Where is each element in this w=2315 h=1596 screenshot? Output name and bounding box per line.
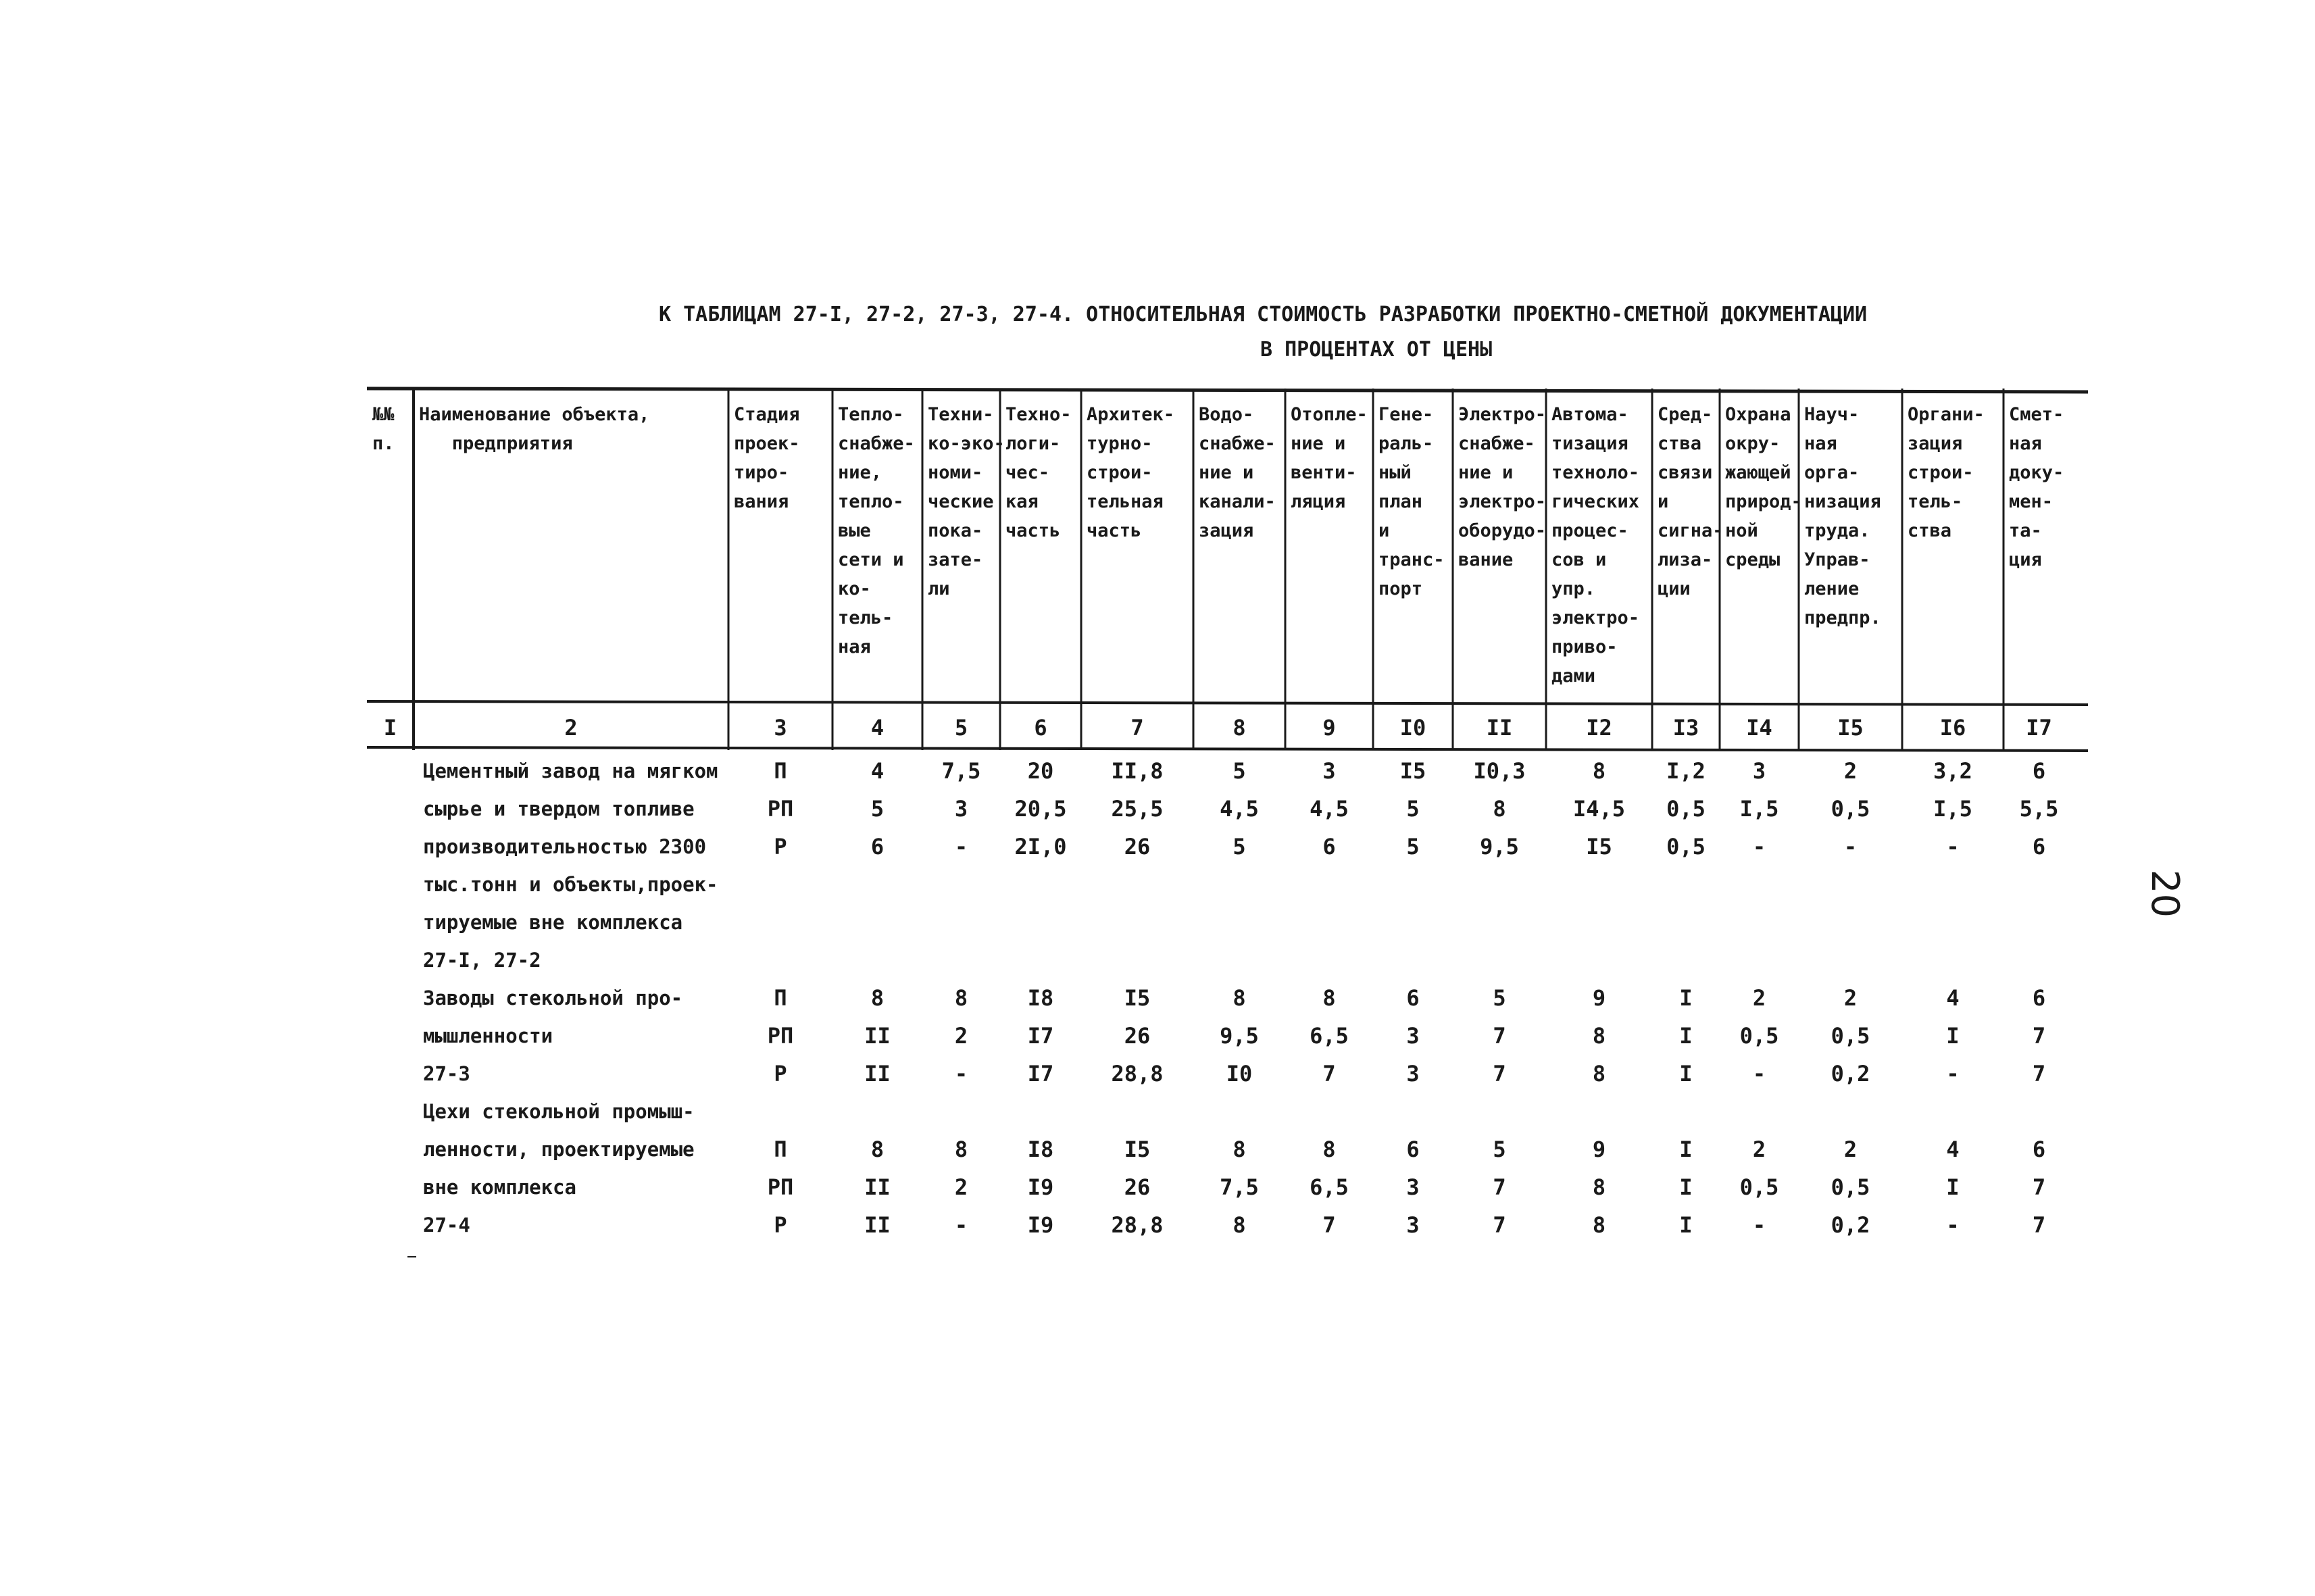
table-cell: - <box>1752 1212 1766 1238</box>
table-cell: I4,5 <box>1572 796 1626 822</box>
column-number: 2 <box>564 715 578 741</box>
table-cell: - <box>1946 1061 1960 1087</box>
table-cell: II <box>864 1023 891 1049</box>
table-cell: 3 <box>1406 1023 1420 1049</box>
table-cell: I8 <box>1027 985 1054 1011</box>
column-number: 4 <box>870 715 885 741</box>
table-cell: I5 <box>1399 758 1426 784</box>
table-cell: 0,5 <box>1831 1174 1870 1200</box>
table-cell: 0,2 <box>1831 1212 1870 1238</box>
table-cell: 5 <box>1406 834 1420 859</box>
table-cell: I9 <box>1027 1212 1054 1238</box>
table-cell: - <box>1946 1212 1960 1238</box>
object-name-line: Заводы стекольной про- <box>423 987 683 1009</box>
table-cell: 7 <box>2032 1174 2046 1200</box>
object-name-line: Цементный завод на мягком <box>423 759 718 782</box>
column-number: I6 <box>1939 715 1966 741</box>
table-title-line1: К ТАБЛИЦАМ 27-I, 27-2, 27-3, 27-4. ОТНОСИТЕЛЬНАЯ СТОИМОСТЬ РАЗРАБОТКИ ПРОЕКТНО-СМЕТНОЙ ДОКУМЕНТАЦИИ <box>659 303 1868 326</box>
table-cell: 25,5 <box>1111 796 1164 822</box>
table-cell: 0,5 <box>1666 796 1706 822</box>
table-cell: I9 <box>1027 1174 1054 1200</box>
column-number: I <box>383 715 397 741</box>
table-cell: II <box>864 1174 891 1200</box>
table-cell: РП <box>767 796 794 822</box>
table-cell: 26 <box>1124 1023 1151 1049</box>
table-cell: 0,5 <box>1666 834 1706 859</box>
column-header: Техно- логи- чес- кая часть <box>1005 404 1072 541</box>
table-cell: 28,8 <box>1111 1212 1164 1238</box>
table-cell: 0,5 <box>1739 1023 1779 1049</box>
table-cell: 0,2 <box>1831 1061 1870 1087</box>
column-header: Автома- тизация техноло- гических процес- сов и упр. электро- приво- дами <box>1551 404 1640 687</box>
table-cell: 7 <box>1493 1212 1506 1238</box>
column-header: Органи- зация строи- тель- ства <box>1908 404 1985 541</box>
table-cell: I <box>1946 1023 1960 1049</box>
table-cell: I <box>1679 1023 1693 1049</box>
column-header: Смет- ная доку- мен- та- ция <box>2009 404 2064 570</box>
table-cell: 20,5 <box>1014 796 1067 822</box>
object-name-line: тыс.тонн и объекты,проек- <box>423 873 718 896</box>
column-number: 6 <box>1034 715 1047 741</box>
object-name-line: мышленности <box>423 1024 553 1047</box>
table-cell: П <box>774 985 787 1011</box>
table-cell: 5,5 <box>2019 796 2059 822</box>
table-cell: РП <box>767 1174 794 1200</box>
table-cell: - <box>954 1212 968 1238</box>
table-cell: I <box>1679 1061 1693 1087</box>
table-cell: I <box>1946 1174 1960 1200</box>
table-cell: - <box>1752 1061 1766 1087</box>
table-cell: 5 <box>870 796 885 822</box>
page-number: 20 <box>2143 869 2187 918</box>
table-cell: 7 <box>1493 1174 1506 1200</box>
table-cell: 8 <box>1592 1174 1606 1200</box>
table-cell: - <box>1946 834 1960 859</box>
object-name-line: 27-4 <box>423 1214 470 1237</box>
table-cell: I5 <box>1124 1137 1151 1162</box>
table-cell: 3,2 <box>1933 758 1972 784</box>
table-cell: 9 <box>1592 985 1606 1011</box>
column-number: I2 <box>1586 715 1612 741</box>
table-cell: I <box>1679 1174 1693 1200</box>
table-cell: 8 <box>1592 1061 1606 1087</box>
table-cell: 3 <box>1752 758 1766 784</box>
column-header: Отопле- ние и венти- ляция <box>1291 404 1368 512</box>
table-cell: I7 <box>1027 1061 1054 1087</box>
column-number: I0 <box>1399 715 1426 741</box>
table-cell: 0,5 <box>1739 1174 1779 1200</box>
table-cell: 3 <box>1322 758 1336 784</box>
column-number: 3 <box>774 715 787 741</box>
table-cell: 8 <box>1233 985 1246 1011</box>
table-cell: 28,8 <box>1111 1061 1164 1087</box>
column-header: Стадия проек- тиро- вания <box>734 404 800 512</box>
table-cell: 8 <box>870 985 885 1011</box>
object-name-line: ленности, проектируемые <box>423 1138 695 1161</box>
column-number: I3 <box>1672 715 1699 741</box>
table-cell: II <box>864 1061 891 1087</box>
column-header: №№ п. <box>372 404 395 454</box>
table-cell: 6 <box>2032 1137 2046 1162</box>
table-cell: - <box>954 1061 968 1087</box>
column-number: 8 <box>1233 715 1246 741</box>
table-cell: 3 <box>954 796 968 822</box>
table-cell: 2 <box>954 1023 968 1049</box>
table-cell: 5 <box>1493 985 1506 1011</box>
table-cell: Р <box>774 1061 787 1087</box>
object-name-line: 27-I, 27-2 <box>423 949 541 972</box>
table-cell: 7 <box>2032 1061 2046 1087</box>
column-number: I7 <box>2026 715 2052 741</box>
column-header: Архитек- турно- строи- тельная часть <box>1087 404 1175 541</box>
table-cell: I <box>1679 985 1693 1011</box>
table-cell: 7 <box>1493 1023 1506 1049</box>
table-cell: 4,5 <box>1310 796 1349 822</box>
column-number: 7 <box>1130 715 1144 741</box>
table-cell: П <box>774 1137 787 1162</box>
table-cell: I,2 <box>1666 758 1706 784</box>
table-cell: 2 <box>1843 1137 1858 1162</box>
table-cell: РП <box>767 1023 794 1049</box>
table-cell: 5 <box>1233 758 1246 784</box>
table-cell: 2I,0 <box>1014 834 1067 859</box>
table-cell: 26 <box>1124 834 1151 859</box>
object-name-line: тируемые вне комплекса <box>423 911 683 934</box>
table-cell: 8 <box>1322 1137 1336 1162</box>
table-cell: - <box>954 834 968 859</box>
column-header: Тепло- снабже- ние, тепло- вые сети и ко- тель- ная <box>838 404 915 657</box>
table-cell: 9,5 <box>1480 834 1519 859</box>
table-cell: 7 <box>1493 1061 1506 1087</box>
column-header: Охрана окру- жающей природ- ной среды <box>1725 404 1802 570</box>
column-header: Сред- ства связи и сигна- лиза- ции <box>1658 404 1724 599</box>
table-cell: I,5 <box>1739 796 1779 822</box>
table-cell: Р <box>774 1212 787 1238</box>
table-cell: 7 <box>1322 1212 1336 1238</box>
table-cell: I0 <box>1226 1061 1253 1087</box>
object-name-line: вне комплекса <box>423 1176 576 1199</box>
column-header: Науч- ная орга- низация труда. Управ- ление предпр. <box>1804 404 1881 628</box>
table-cell: 6 <box>1406 1137 1420 1162</box>
table-cell: 6 <box>870 834 885 859</box>
table-cell: 3 <box>1406 1061 1420 1087</box>
table-cell: 2 <box>1843 758 1858 784</box>
table-cell: 20 <box>1027 758 1054 784</box>
table-cell: II,8 <box>1111 758 1164 784</box>
table-cell: 2 <box>1752 985 1766 1011</box>
table-cell: 8 <box>1322 985 1336 1011</box>
table-cell: 6 <box>1322 834 1336 859</box>
table-cell: I8 <box>1027 1137 1054 1162</box>
object-name-line: сырье и твердом топливе <box>423 797 695 820</box>
table-cell: I5 <box>1586 834 1612 859</box>
table-cell: 5 <box>1406 796 1420 822</box>
table-cell: 8 <box>954 985 968 1011</box>
table-cell: 2 <box>954 1174 968 1200</box>
table-cell: II <box>864 1212 891 1238</box>
table-cell: 5 <box>1493 1137 1506 1162</box>
table-cell: 7 <box>1322 1061 1336 1087</box>
object-name-line: производительностью 2300 <box>423 835 707 858</box>
table-cell: 6 <box>1406 985 1420 1011</box>
table-cell: - <box>1752 834 1766 859</box>
column-header: Водо- снабже- ние и канали- зация <box>1199 404 1276 541</box>
table-cell: 2 <box>1843 985 1858 1011</box>
table-cell: 3 <box>1406 1174 1420 1200</box>
table-cell: 9 <box>1592 1137 1606 1162</box>
table-cell: 6,5 <box>1310 1023 1349 1049</box>
table-cell: 7,5 <box>1220 1174 1259 1200</box>
table-cell: 3 <box>1406 1212 1420 1238</box>
table-cell: 6 <box>2032 985 2046 1011</box>
table-cell: I,5 <box>1933 796 1972 822</box>
column-header: Наименование объекта, предприятия <box>419 404 650 454</box>
table-cell: I <box>1679 1212 1693 1238</box>
table-cell: I0,3 <box>1473 758 1526 784</box>
table-cell: 4 <box>1946 985 1960 1011</box>
table-cell: 6,5 <box>1310 1174 1349 1200</box>
column-number: I5 <box>1837 715 1864 741</box>
table-cell: - <box>1843 834 1858 859</box>
column-header: Техни- ко-эко- номи- ческие пока- зате- ли <box>928 404 1005 599</box>
column-number: 9 <box>1322 715 1336 741</box>
table-cell: 5 <box>1233 834 1246 859</box>
table-cell: 8 <box>1592 758 1606 784</box>
table-cell: I <box>1679 1137 1693 1162</box>
table-cell: 8 <box>1233 1137 1246 1162</box>
table-cell: 7 <box>2032 1212 2046 1238</box>
table-cell: 8 <box>1233 1212 1246 1238</box>
table-cell: 0,5 <box>1831 796 1870 822</box>
table-cell: 7 <box>2032 1023 2046 1049</box>
table-cell: 4 <box>870 758 885 784</box>
table-cell: 6 <box>2032 758 2046 784</box>
table-cell: 8 <box>1592 1212 1606 1238</box>
table-cell: I7 <box>1027 1023 1054 1049</box>
table-cell: Р <box>774 834 787 859</box>
table-cell: 7,5 <box>941 758 981 784</box>
table-cell: 0,5 <box>1831 1023 1870 1049</box>
table-cell: 4,5 <box>1220 796 1259 822</box>
table-cell: 6 <box>2032 834 2046 859</box>
table-cell: 26 <box>1124 1174 1151 1200</box>
table-cell: 8 <box>870 1137 885 1162</box>
table-cell: 2 <box>1752 1137 1766 1162</box>
object-name-line: Цехи стекольной промыш- <box>423 1100 695 1123</box>
column-header: Электро- снабже- ние и электро- оборудо- вание <box>1458 404 1547 570</box>
column-header: Гене- раль- ный план и транс- порт <box>1378 404 1445 599</box>
table-cell: 8 <box>1493 796 1506 822</box>
table-cell: 8 <box>1592 1023 1606 1049</box>
column-number: II <box>1486 715 1513 741</box>
table-cell: 9,5 <box>1220 1023 1259 1049</box>
object-name-line: 27-3 <box>423 1062 470 1085</box>
table-cell: П <box>774 758 787 784</box>
table-title-line2: В ПРОЦЕНТАХ ОТ ЦЕНЫ <box>1260 338 1493 361</box>
table-cell: I5 <box>1124 985 1151 1011</box>
table-cell: 4 <box>1946 1137 1960 1162</box>
column-number: I4 <box>1746 715 1772 741</box>
column-number: 5 <box>954 715 968 741</box>
table-cell: 8 <box>954 1137 968 1162</box>
